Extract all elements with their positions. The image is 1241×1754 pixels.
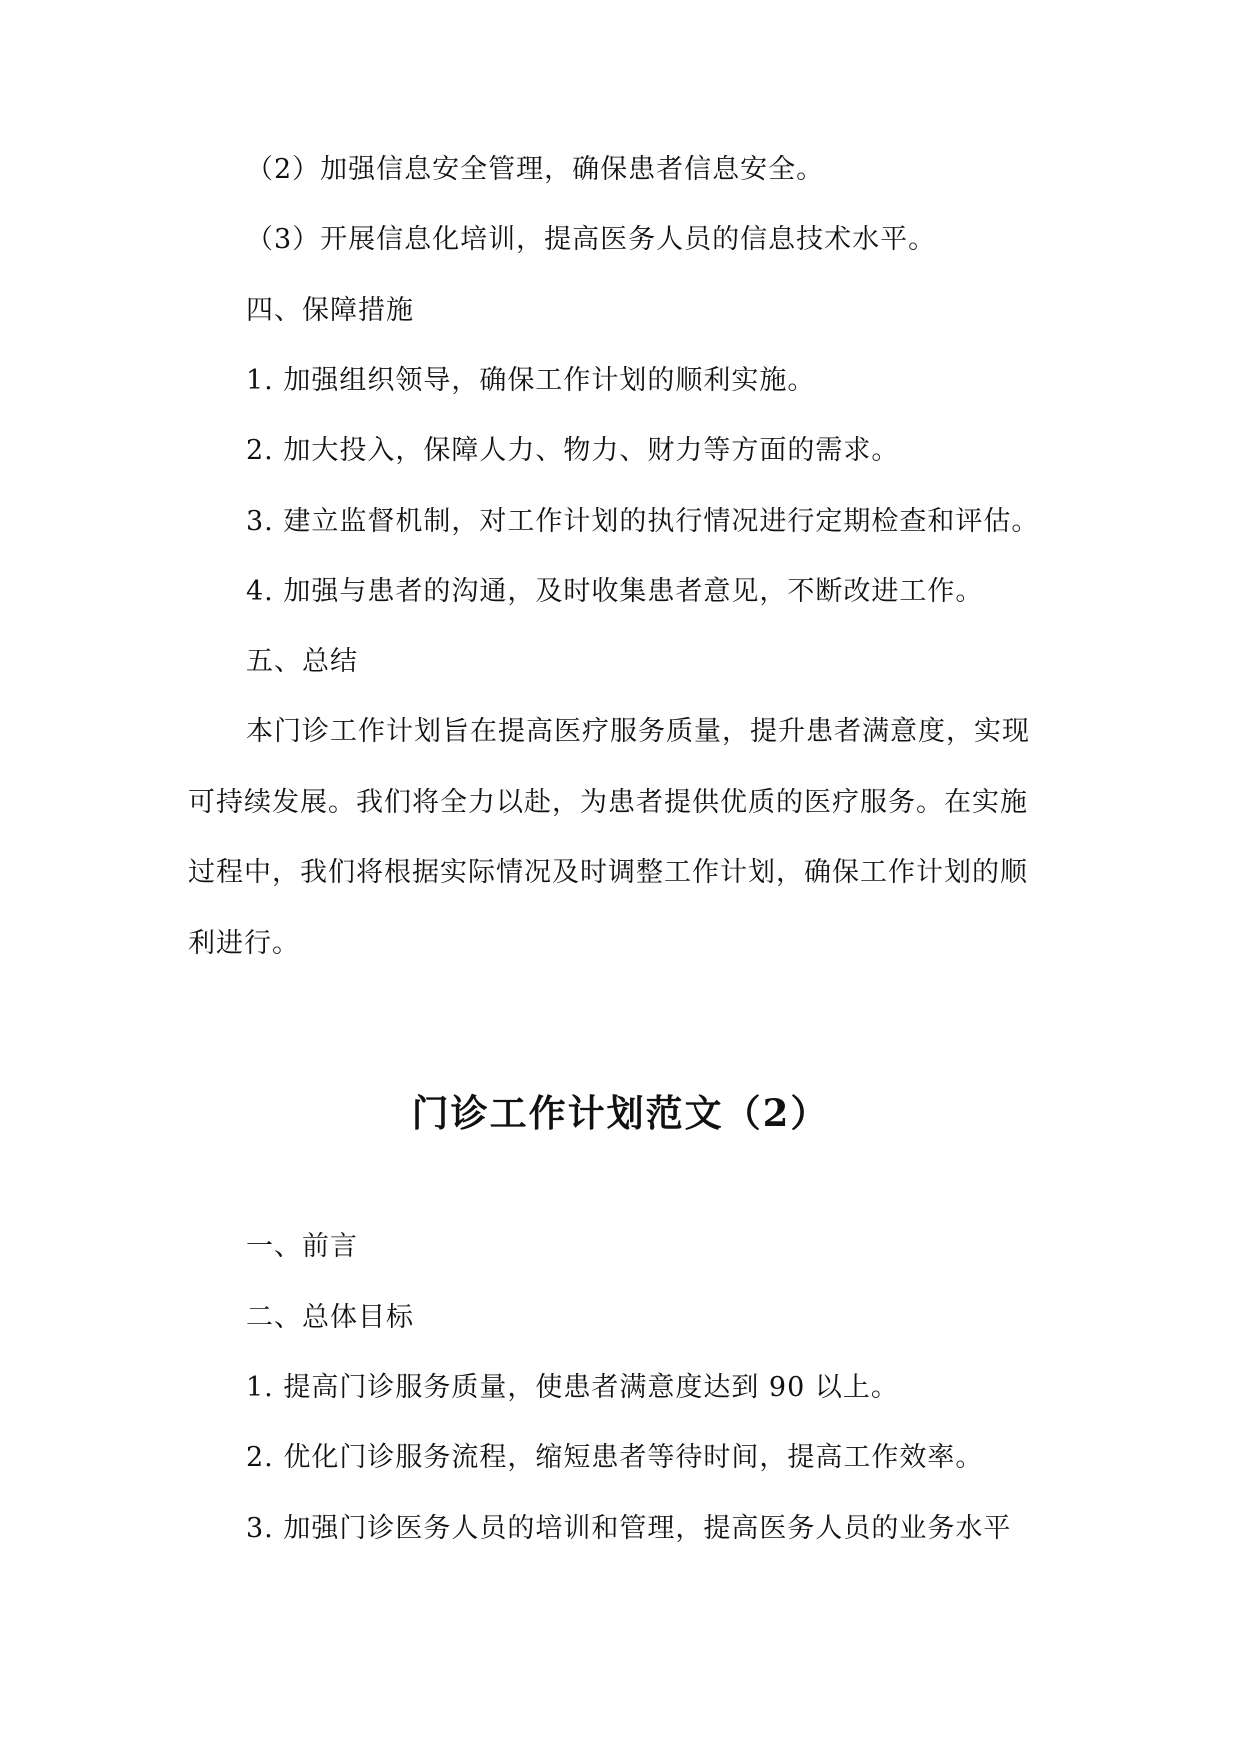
summary-line-3: 过程中，我们将根据实际情况及时调整工作计划，确保工作计划的顺 xyxy=(188,857,1028,888)
section-heading-4: 四、保障措施 xyxy=(246,295,414,326)
document-title: 门诊工作计划范文（2） xyxy=(411,1091,830,1135)
measure-item-1: 1. 加强组织领导，确保工作计划的顺利实施。 xyxy=(246,365,816,396)
measure-item-4: 4. 加强与患者的沟通，及时收集患者意见，不断改进工作。 xyxy=(246,576,984,607)
measure-item-3: 3. 建立监督机制，对工作计划的执行情况进行定期检查和评估。 xyxy=(246,506,1040,537)
goal-item-3: 3. 加强门诊医务人员的培训和管理，提高医务人员的业务水平 xyxy=(246,1513,1012,1544)
section-heading-5: 五、总结 xyxy=(246,646,358,677)
summary-line-4: 利进行。 xyxy=(188,928,300,959)
section-heading-1: 一、前言 xyxy=(246,1231,358,1262)
goal-item-2: 2. 优化门诊服务流程，缩短患者等待时间，提高工作效率。 xyxy=(246,1442,984,1473)
summary-line-2: 可持续发展。我们将全力以赴，为患者提供优质的医疗服务。在实施 xyxy=(188,787,1028,818)
paragraph-item-3: （3）开展信息化培训，提高医务人员的信息技术水平。 xyxy=(246,224,937,255)
summary-line-1: 本门诊工作计划旨在提高医疗服务质量，提升患者满意度，实现 xyxy=(246,716,1030,747)
paragraph-item-2: （2）加强信息安全管理，确保患者信息安全。 xyxy=(246,154,825,185)
measure-item-2: 2. 加大投入，保障人力、物力、财力等方面的需求。 xyxy=(246,435,900,466)
goal-item-1: 1. 提高门诊服务质量，使患者满意度达到 90 以上。 xyxy=(246,1372,899,1403)
section-heading-2: 二、总体目标 xyxy=(246,1302,414,1333)
